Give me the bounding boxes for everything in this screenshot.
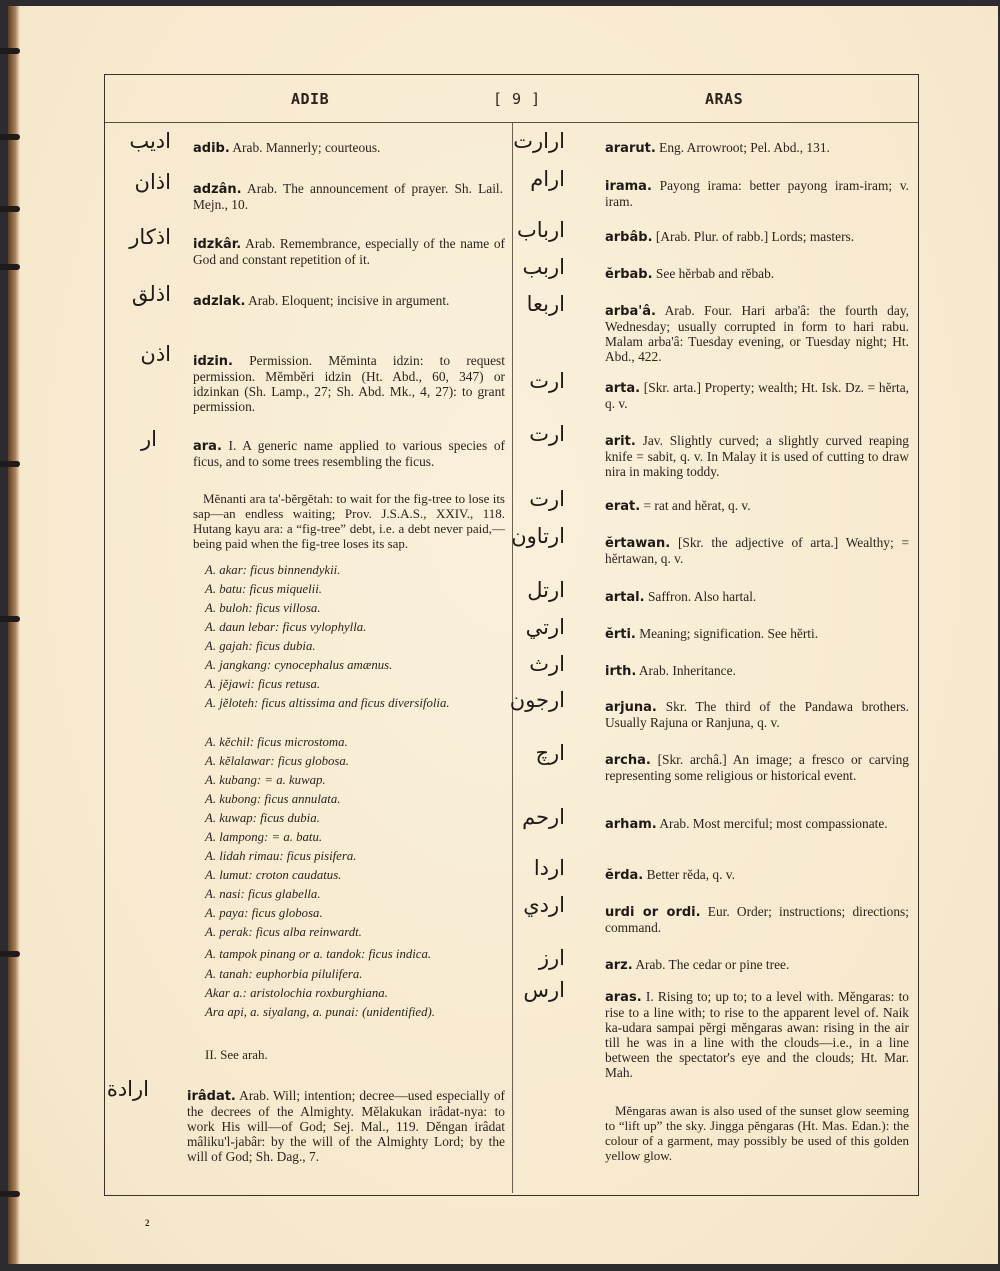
arabic-script: ارتاون bbox=[511, 524, 565, 548]
arabic-script: ارت bbox=[529, 369, 565, 393]
species-value: ficus binnendykii. bbox=[250, 563, 341, 577]
book-page bbox=[8, 6, 998, 1264]
species-item bbox=[205, 696, 505, 711]
definition: Payong irama: better payong iram-iram; v. iram. bbox=[605, 178, 909, 209]
species-item bbox=[205, 677, 505, 692]
definition: Arab. Most merciful; most compassionate. bbox=[659, 816, 888, 831]
arabic-script: ارث bbox=[529, 652, 565, 676]
species-name: A. kubong: bbox=[205, 792, 262, 806]
headword: ĕrtawan. bbox=[605, 536, 671, 551]
arabic-script: اربب bbox=[522, 255, 565, 279]
ara-sense-2: II. See arah. bbox=[205, 1047, 268, 1062]
species-item bbox=[205, 925, 505, 940]
species-value: (unidentified). bbox=[362, 1005, 435, 1019]
species-value: euphorbia pilulifera. bbox=[255, 967, 363, 981]
species-item bbox=[205, 1005, 505, 1020]
species-name: A. tampok pinang or a. tandok: bbox=[205, 947, 366, 961]
arabic-script: اذكار bbox=[129, 225, 171, 249]
binding-stitch bbox=[0, 264, 20, 270]
species-name: A. batu: bbox=[205, 582, 247, 596]
header-page-number: [ 9 ] bbox=[493, 90, 541, 108]
species-item bbox=[205, 830, 505, 845]
arabic-script: ارس bbox=[523, 978, 565, 1002]
species-item bbox=[205, 868, 505, 883]
headword: adib. bbox=[193, 141, 230, 156]
arabic-script: ارباب bbox=[517, 218, 565, 242]
definition: Eur. Order; instructions; directions; command. bbox=[605, 904, 909, 935]
species-item bbox=[205, 947, 505, 962]
headword: ararut. bbox=[605, 141, 656, 156]
headword: arbâb. bbox=[605, 230, 653, 245]
arabic-script: ارتل bbox=[527, 578, 565, 602]
definition: Eng. Arrowroot; Pel. Abd., 131. bbox=[659, 140, 830, 155]
species-name: A. kĕlalawar: bbox=[205, 754, 275, 768]
species-name: Ara api, a. siyalang, a. punai: bbox=[205, 1005, 359, 1019]
headword: idzin. bbox=[193, 354, 233, 369]
arabic-script: ارادة bbox=[106, 1077, 149, 1101]
species-item bbox=[205, 773, 505, 788]
binding-stitch bbox=[0, 1191, 20, 1197]
arabic-script: ارحم bbox=[522, 805, 565, 829]
species-value: aristolochia roxburghiana. bbox=[250, 986, 388, 1000]
species-value: ficus dubia. bbox=[255, 639, 316, 653]
species-item bbox=[205, 582, 505, 597]
species-value: ficus microstoma. bbox=[257, 735, 348, 749]
species-item bbox=[205, 811, 505, 826]
species-item bbox=[205, 601, 505, 616]
arabic-script: اردا bbox=[533, 856, 565, 880]
headword: irama. bbox=[605, 179, 652, 194]
folio-mark: 2 bbox=[145, 1218, 150, 1228]
headword: irâdat. bbox=[187, 1089, 236, 1104]
definition: Jav. Slightly curved; a slightly curved reaping knife = sabit, q. v. In Malay it is used of cutting to draw nira in making toddy. bbox=[605, 433, 910, 479]
headword: adzân. bbox=[193, 182, 242, 197]
arabic-script: اذان bbox=[134, 170, 171, 194]
definition: I. A generic name applied to various species of ficus, and to some trees resembling the ficus. bbox=[193, 438, 505, 469]
headword: adzlak. bbox=[193, 294, 246, 309]
species-value: ficus vylophylla. bbox=[282, 620, 367, 634]
species-name: A. lumut: bbox=[205, 868, 253, 882]
definition: Arab. Four. Hari arba'â: the fourth day, Wednesday; usually corrupted in form to hari rabu. Malam arba'â: Tuesday evening, or Tuesday night; Ht. Abd., 422. bbox=[605, 303, 909, 364]
species-value: = a. batu. bbox=[271, 830, 323, 844]
headword: arit. bbox=[605, 434, 636, 449]
definition: Arab. Will; intention; decree—used especially of the decrees of the Almighty. Mĕlakukan irâdat-nya: to work His will—of God; Sej. Mal., 119. Dĕngan irâdat mâliku'l-jabâr: by the will of the Almighty Lord; by the will of God; Sh. Dag., 7. bbox=[187, 1088, 505, 1164]
species-value: ficus globosa. bbox=[251, 906, 323, 920]
species-name: Akar a.: bbox=[205, 986, 247, 1000]
definition: Arab. The cedar or pine tree. bbox=[635, 957, 790, 972]
arabic-script: ار bbox=[141, 427, 157, 451]
arabic-script: ارچ bbox=[535, 741, 565, 765]
headword: irth. bbox=[605, 664, 637, 679]
species-name: A. lidah rimau: bbox=[205, 849, 284, 863]
binding-stitch bbox=[0, 461, 20, 467]
species-value: ficus pisifera. bbox=[286, 849, 357, 863]
definition: = rat and hĕrat, q. v. bbox=[643, 498, 751, 513]
species-name: A. jĕloteh: bbox=[205, 696, 259, 710]
species-value: ficus miquelii. bbox=[249, 582, 322, 596]
arabic-script: ارجون bbox=[509, 688, 565, 712]
headword: idzkâr. bbox=[193, 237, 242, 252]
species-value: ficus alba reinwardt. bbox=[255, 925, 362, 939]
definition: Meaning; signification. See hĕrti. bbox=[639, 626, 819, 641]
definition: I. Rising to; up to; to a level with. Mĕngaras: to rise to a line with; to rise to the apparent level of. Naik ka-udara sampai pĕrgi mĕngaras awan: rising in the air till he was in a line with the clouds—i.e., in a line between the spectator's eye and the clouds; Ht. Mar. Mah. bbox=[605, 989, 910, 1080]
headword: archa. bbox=[605, 753, 651, 768]
species-value: ficus villosa. bbox=[255, 601, 321, 615]
aras-note: Mĕngaras awan is also used of the sunset glow seeming to “lift up” the sky. Jingga pĕngaras (Ht. Mas. Edan.): the colour of a garment, may possibly be used of this golden yellow glow. bbox=[605, 1103, 909, 1163]
arabic-script: ارام bbox=[530, 167, 565, 191]
species-name: A. gajah: bbox=[205, 639, 253, 653]
species-value: ficus globosa. bbox=[277, 754, 349, 768]
species-value: ficus altissima and ficus diversifolia. bbox=[261, 696, 450, 710]
binding-stitch bbox=[0, 951, 20, 957]
species-name: A. nasi: bbox=[205, 887, 245, 901]
species-value: ficus retusa. bbox=[257, 677, 321, 691]
definition: [Skr. arta.] Property; wealth; Ht. Isk. Dz. = hĕrta, q. v. bbox=[605, 380, 909, 411]
species-item bbox=[205, 620, 505, 635]
species-name: A. kĕchil: bbox=[205, 735, 255, 749]
headword: erat. bbox=[605, 499, 641, 514]
arabic-script: ارت bbox=[529, 422, 565, 446]
arabic-script: ارز bbox=[538, 946, 565, 970]
headword: urdi or ordi. bbox=[605, 905, 701, 920]
headword: ĕrti. bbox=[605, 627, 636, 642]
definition: See hĕrbab and rĕbab. bbox=[655, 266, 775, 281]
arabic-script: اربعا bbox=[526, 292, 565, 316]
definition: Saffron. Also hartal. bbox=[647, 589, 757, 604]
running-header bbox=[105, 75, 918, 123]
species-name: A. buloh: bbox=[205, 601, 253, 615]
species-value: croton caudatus. bbox=[255, 868, 342, 882]
species-name: A. akar: bbox=[205, 563, 247, 577]
species-item bbox=[205, 967, 505, 982]
headword: arba'â. bbox=[605, 304, 656, 319]
species-name: A. jangkang: bbox=[205, 658, 272, 672]
headword: ĕrda. bbox=[605, 868, 644, 883]
definition: Arab. The announcement of prayer. Sh. Lail. Mejn., 10. bbox=[193, 181, 503, 212]
species-value: ficus indica. bbox=[368, 947, 432, 961]
arabic-script: اذلق bbox=[131, 282, 171, 306]
species-value: ficus glabella. bbox=[248, 887, 321, 901]
definition: Arab. Mannerly; courteous. bbox=[232, 140, 381, 155]
headword: ara. bbox=[193, 439, 222, 454]
species-item bbox=[205, 754, 505, 769]
headword: arz. bbox=[605, 958, 633, 973]
species-item bbox=[205, 849, 505, 864]
species-item bbox=[205, 792, 505, 807]
ara-note: Mĕnanti ara ta'-bĕrgĕtah: to wait for the fig-tree to lose its sap—an endless waiting; Prov. J.S.A.S., XXIV., 118. Hutang kayu ara: a “fig-tree” debt, i.e. a debt never paid,—being paid when the fig-tree loses its sap. bbox=[193, 491, 505, 551]
species-item bbox=[205, 639, 505, 654]
binding-stitch bbox=[0, 616, 20, 622]
definition: [Arab. Plur. of rabb.] Lords; masters. bbox=[655, 229, 855, 244]
species-value: = a. kuwap. bbox=[264, 773, 326, 787]
arabic-script: ارتي bbox=[525, 615, 565, 639]
headword: artal. bbox=[605, 590, 645, 605]
headword: arham. bbox=[605, 817, 657, 832]
arabic-script: اردي bbox=[523, 893, 565, 917]
definition: Better rĕda, q. v. bbox=[646, 867, 735, 882]
species-name: A. tanah: bbox=[205, 967, 253, 981]
headword: aras. bbox=[605, 990, 642, 1005]
page-frame bbox=[104, 74, 919, 1196]
definition: [Skr. the adjective of arta.] Wealthy; = hĕrtawan, q. v. bbox=[605, 535, 909, 566]
species-value: cynocephalus amænus. bbox=[274, 658, 393, 672]
binding-stitch bbox=[0, 48, 20, 54]
species-item bbox=[205, 887, 505, 902]
arabic-script: ارت bbox=[529, 487, 565, 511]
species-name: A. kuwap: bbox=[205, 811, 257, 825]
arabic-script: اديب bbox=[129, 129, 171, 153]
species-value: ficus dubia. bbox=[260, 811, 320, 825]
headword: arta. bbox=[605, 381, 641, 396]
header-right-guideword: ARAS bbox=[705, 90, 744, 108]
species-name: A. lampong: bbox=[205, 830, 269, 844]
arabic-script: اذن bbox=[140, 342, 171, 366]
species-item bbox=[205, 658, 505, 673]
species-name: A. kubang: bbox=[205, 773, 262, 787]
headword: ĕrbab. bbox=[605, 267, 653, 282]
definition: Arab. Inheritance. bbox=[638, 663, 736, 678]
binding-edge bbox=[8, 6, 20, 1264]
binding-stitch bbox=[0, 206, 20, 212]
species-name: A. paya: bbox=[205, 906, 249, 920]
definition: Permission. Mĕminta idzin: to request permission. Mĕmbĕri idzin (Ht. Abd., 60, 347) or idzinkan (Sh. Lamp., 27; Sh. Abd. Mk., 4, 27): to grant permission. bbox=[193, 353, 505, 414]
species-name: A. jĕjawi: bbox=[205, 677, 255, 691]
species-item bbox=[205, 563, 505, 578]
species-item bbox=[205, 735, 505, 750]
header-left-guideword: ADIB bbox=[291, 90, 330, 108]
definition: Skr. The third of the Pandawa brothers. Usually Rajuna or Ranjuna, q. v. bbox=[605, 699, 909, 730]
species-item bbox=[205, 986, 505, 1001]
definition: Arab. Remembrance, especially of the name of God and constant repetition of it. bbox=[193, 236, 505, 267]
species-name: A. perak: bbox=[205, 925, 253, 939]
species-name: A. daun lebar: bbox=[205, 620, 280, 634]
species-value: ficus annulata. bbox=[264, 792, 341, 806]
arabic-script: ارارت bbox=[513, 129, 565, 153]
definition: [Skr. archâ.] An image; a fresco or carving representing some religious or historical event. bbox=[605, 752, 910, 783]
headword: arjuna. bbox=[605, 700, 657, 715]
binding-stitch bbox=[0, 134, 20, 140]
definition: Arab. Eloquent; incisive in argument. bbox=[248, 293, 450, 308]
species-item bbox=[205, 906, 505, 921]
